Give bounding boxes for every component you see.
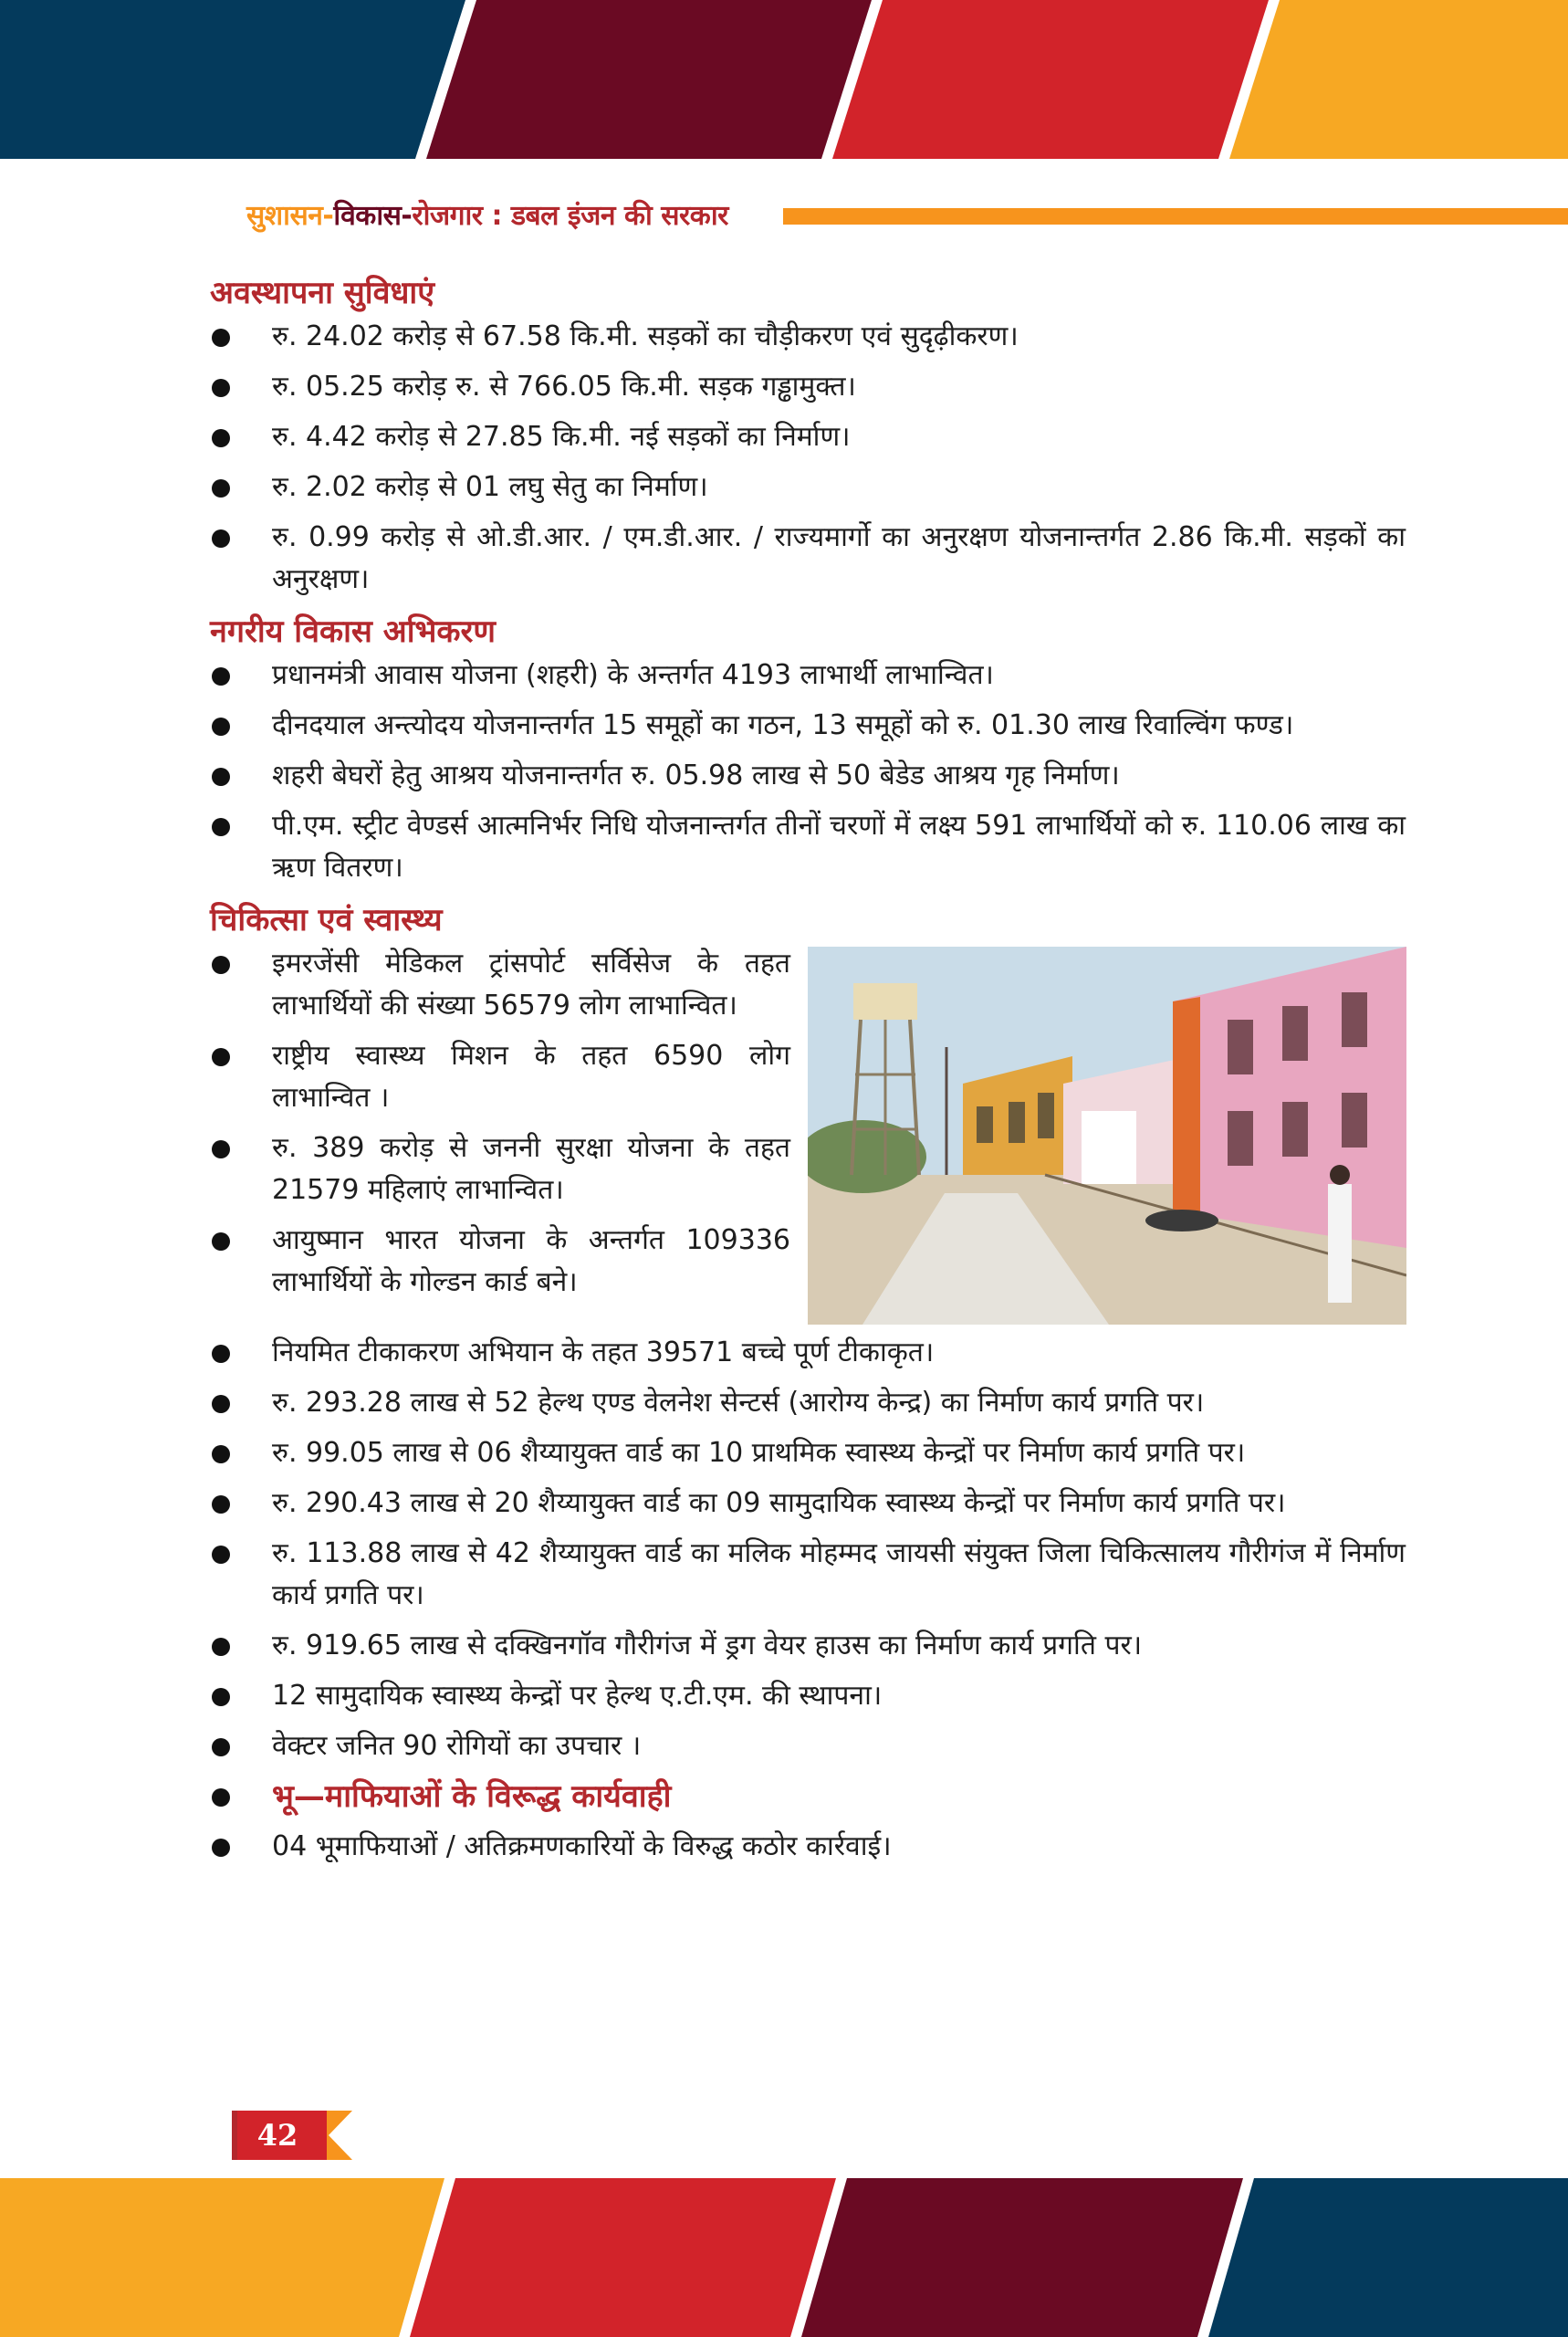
header-title — [246, 195, 728, 233]
list-item: रु. 293.28 लाख से 52 हेल्थ एण्ड वेलनेश सेन्टर्स (आरोग्य केन्द्र) का निर्माण कार्य प्रगति पर। — [210, 1382, 1406, 1424]
infrastructure-list — [210, 316, 1406, 601]
list-item: रु. 99.05 लाख से 06 शैय्यायुक्त वार्ड का 10 प्राथमिक स्वास्थ्य केन्द्रों पर निर्माण कार्य प्रगति पर। — [210, 1432, 1406, 1474]
top-decorative-band — [0, 0, 1568, 159]
page-header — [246, 195, 1424, 236]
list-item: वेक्टर जनित 90 रोगियों का उपचार । — [210, 1725, 1406, 1767]
list-item: 04 भूमाफियाओं / अतिक्रमणकारियों के विरुद्ध कठोर कार्रवाई। — [210, 1826, 1406, 1868]
band-maroon-stripe — [801, 2178, 1243, 2337]
list-item: दीनदयाल अन्त्योदय योजनान्तर्गत 15 समूहों का गठन, 13 समूहों को रु. 01.30 लाख रिवाल्विंग फण्ड। — [210, 705, 1406, 747]
page-number-badge — [232, 2111, 352, 2160]
list-item: इमरजेंसी मेडिकल ट्रांसपोर्ट सर्विसेज के तहत लाभार्थियों की संख्या 56579 लोग लाभान्वित। — [210, 943, 790, 1027]
list-item: रु. 0.99 करोड़ से ओ.डी.आर. / एम.डी.आर. / राज्यमार्गो का अनुरक्षण योजनान्तर्गत 2.86 कि.मी. सड़कों का अनुरक्षण। — [210, 517, 1406, 601]
section-heading-infrastructure: अवस्थापना सुविधाएं — [210, 275, 434, 311]
page-number: 42 — [256, 2118, 298, 2153]
band-navy-stripe — [0, 0, 465, 159]
section-heading-urban: नगरीय विकास अभिकरण — [210, 613, 497, 650]
list-item: आयुष्मान भारत योजना के अन्तर्गत 109336 लाभार्थियों के गोल्डन कार्ड बने। — [210, 1220, 790, 1304]
header-orange-rule — [783, 208, 1568, 225]
list-item: 12 सामुदायिक स्वास्थ्य केन्द्रों पर हेल्थ ए.टी.एम. की स्थापना। — [210, 1675, 1406, 1717]
band-maroon-stripe — [426, 0, 872, 159]
hospital-photo — [808, 947, 1406, 1325]
band-orange-stripe — [0, 2178, 444, 2337]
band-navy-stripe — [1208, 2178, 1568, 2337]
list-item: रु. 05.25 करोड़ रु. से 766.05 कि.मी. सड़क गड्ढामुक्त। — [210, 366, 1406, 408]
health-list-beside-photo — [210, 943, 790, 1312]
list-item: रु. 24.02 करोड़ से 67.58 कि.मी. सड़कों का चौड़ीकरण एवं सुदृढ़ीकरण। — [210, 316, 1406, 358]
main-content — [210, 270, 1406, 1876]
bottom-decorative-band — [0, 2178, 1568, 2337]
header-title-part-2: विकास- — [333, 200, 413, 232]
list-item: नियमित टीकाकरण अभियान के तहत 39571 बच्चे पूर्ण टीकाकृत। — [210, 1332, 1406, 1374]
list-item: रु. 2.02 करोड़ से 01 लघु सेतु का निर्माण। — [210, 466, 1406, 508]
header-title-part-1: सुशासन- — [246, 200, 334, 232]
list-item: रु. 290.43 लाख से 20 शैय्यायुक्त वार्ड का 09 सामुदायिक स्वास्थ्य केन्द्रों पर निर्माण कार्य प्रगति पर। — [210, 1483, 1406, 1525]
section-heading-health: चिकित्सा एवं स्वास्थ्य — [210, 902, 443, 938]
health-photo-block — [210, 943, 1406, 1326]
header-title-part-3: रोजगार : डबल इंजन की सरकार — [412, 200, 728, 232]
band-orange-stripe — [1229, 0, 1568, 159]
list-item: रु. 4.42 करोड़ से 27.85 कि.मी. नई सड़कों का निर्माण। — [210, 416, 1406, 458]
list-item: रु. 919.65 लाख से दक्खिनगॉव गौरीगंज में ड्रग वेयर हाउस का निर्माण कार्य प्रगति पर। — [210, 1625, 1406, 1667]
health-list — [210, 1332, 1406, 1868]
band-red-stripe — [832, 0, 1269, 159]
list-item: शहरी बेघरों हेतु आश्रय योजनान्तर्गत रु. 05.98 लाख से 50 बेडेड आश्रय गृह निर्माण। — [210, 755, 1406, 797]
urban-list — [210, 655, 1406, 889]
list-item: पी.एम. स्ट्रीट वेण्डर्स आत्मनिर्भर निधि योजनान्तर्गत तीनों चरणों में लक्ष्य 591 लाभार्थियों को रु. 110.06 लाख का ऋण वितरण। — [210, 805, 1406, 889]
list-item: प्रधानमंत्री आवास योजना (शहरी) के अन्तर्गत 4193 लाभार्थी लाभान्वित। — [210, 655, 1406, 697]
section-heading-land-mafia: भू—माफियाओं के विरूद्ध कार्यवाही — [210, 1776, 1406, 1818]
band-red-stripe — [410, 2178, 836, 2337]
list-item: रु. 113.88 लाख से 42 शैय्यायुक्त वार्ड का मलिक मोहम्मद जायसी संयुक्त जिला चिकित्सालय गौरीगंज में निर्माण कार्य प्रगति पर। — [210, 1533, 1406, 1617]
list-item: राष्ट्रीय स्वास्थ्य मिशन के तहत 6590 लोग लाभान्वित । — [210, 1035, 790, 1119]
list-item: रु. 389 करोड़ से जननी सुरक्षा योजना के तहत 21579 महिलाएं लाभान्वित। — [210, 1127, 790, 1211]
